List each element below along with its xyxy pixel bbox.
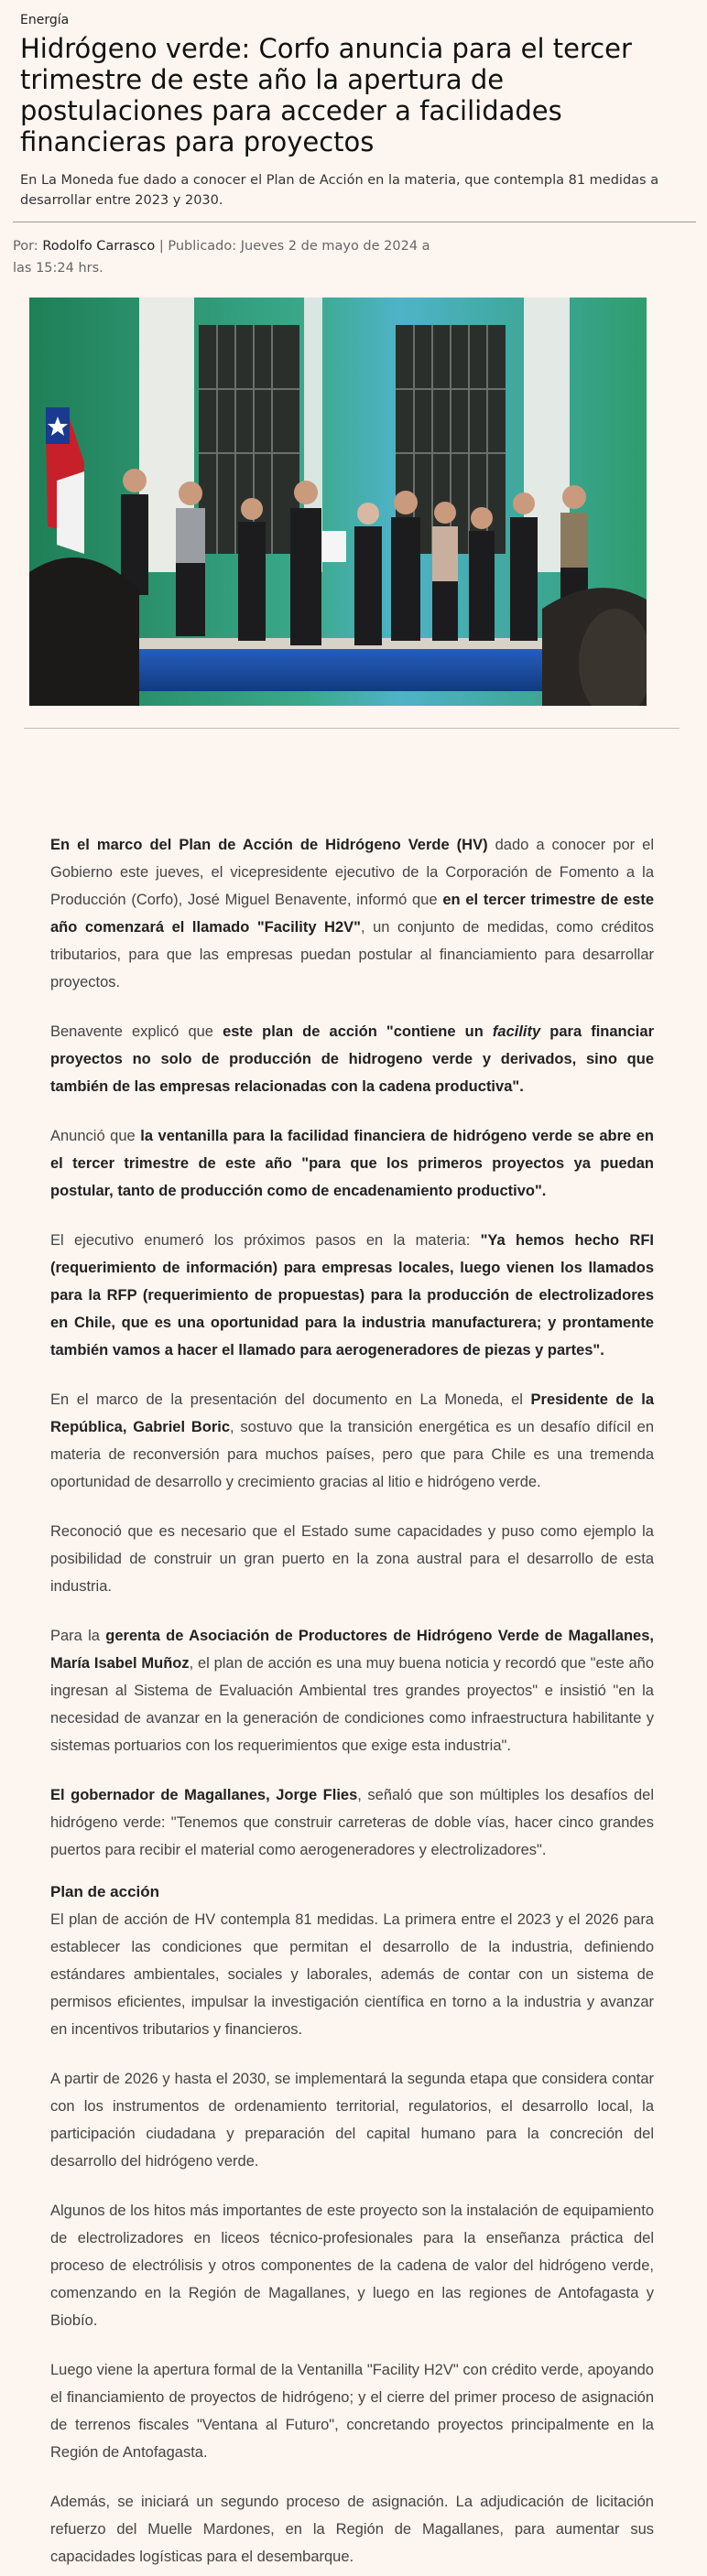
paragraph-6: Reconoció que es necesario que el Estado sume capacidades y puso como ejemplo la posibilidad de construir un gran puerto en la zona austral para el desarrollo de esta industria. bbox=[50, 1523, 654, 1595]
p3-bold: la ventanilla para la facilidad financiera de hidrógeno verde se abre en el tercer trimestre de este año "para que los primeros proyectos ya puedan postular, tanto de producción como de encadenamiento productivo". bbox=[50, 1128, 654, 1199]
p5-text-end: , sostuvo que la transición energética es un desafío difícil en materia de reconversión para muchos países, pero que para Chile es una tremenda oportunidad de desarrollo y crecimiento gracias al litio e hidrógeno verde. bbox=[50, 1419, 654, 1490]
p2-italic-facility: facility bbox=[492, 1023, 541, 1040]
byline-separator: | bbox=[158, 239, 164, 254]
paragraph-1 bbox=[50, 831, 654, 996]
p7-text-end: , el plan de acción es una muy buena noticia y recordó que "este año ingresan al Sistema de Evaluación Ambiental tres grandes proyectos" e insistió "en la necesidad de avanzar en la generación de condiciones como infraestructura habilitante y sistemas portuarios con los requerimientos que exige esta industria". bbox=[50, 1655, 654, 1754]
p1-bold-intro: En el marco del Plan de Acción de Hidrógeno Verde (HV) bbox=[50, 837, 488, 853]
p3-text: Anunció que bbox=[50, 1128, 141, 1144]
byline-author[interactable]: Rodolfo Carrasco bbox=[42, 239, 156, 254]
p4-text: El ejecutivo enumeró los próximos pasos en la materia: bbox=[50, 1232, 481, 1249]
p1-bold-facility: en el tercer trimestre de este año comenzará el llamado "Facility H2V" bbox=[50, 892, 654, 936]
p7-text: Para la bbox=[50, 1628, 106, 1644]
p1-text-end: , un conjunto de medidas, como créditos tributarios, para que las empresas puedan postular al financiamiento para desarrollar proyectos. bbox=[50, 919, 654, 990]
byline-published-date: Publicado: Jueves 2 de mayo de 2024 a las 15:24 hrs. bbox=[13, 239, 430, 276]
paragraph-4 bbox=[50, 1227, 654, 1364]
article-title: Hidrógeno verde: Corfo anuncia para el tercer trimestre de este año la apertura de postulaciones para acceder a facilidades financieras para proyectos bbox=[20, 33, 632, 157]
p2-bold: este plan de acción "contiene un bbox=[223, 1023, 493, 1040]
p7-bold-gerenta: gerenta de Asociación de Productores de Hidrógeno Verde de Magallanes, María Isabel Muñoz bbox=[50, 1628, 654, 1672]
paragraph-7 bbox=[50, 1622, 654, 1759]
paragraph-9: El plan de acción de HV contempla 81 medidas. La primera entre el 2023 y el 2026 para establecer las condiciones que permitan el desarrollo de la industria, definiendo estándares ambientales, sociales y laborales, además de contar con un sistema de permisos eficientes, impulsar la investigación científica en torno a la industria y avanzar en incentivos tributarios y financieros. bbox=[50, 1911, 654, 2038]
photo-illustration bbox=[29, 298, 647, 706]
paragraph-13: Además, se iniciará un segundo proceso de asignación. La adjudicación de licitación refuerzo del Muelle Mardones, en la Región de Magallanes, para aumentar sus capacidades logísticas para el desembarque. bbox=[50, 2494, 654, 2565]
article-body bbox=[0, 729, 707, 2571]
paragraph-5 bbox=[50, 1386, 654, 1496]
p8-bold-gobernador: El gobernador de Magallanes, Jorge Flies bbox=[50, 1787, 358, 1803]
p2-bold-end: para financiar proyectos no solo de producción de hidrogeno verde y derivados, sino que también de las empresas relacionadas con la cadena productiva". bbox=[50, 1023, 654, 1095]
article-header bbox=[0, 0, 707, 211]
paragraph-8 bbox=[50, 1781, 654, 1864]
p5-text: En el marco de la presentación del documento en La Moneda, el bbox=[50, 1391, 531, 1408]
paragraph-3 bbox=[50, 1122, 654, 1205]
article-photo bbox=[29, 298, 647, 706]
paragraph-2 bbox=[50, 1018, 654, 1100]
p4-bold-quote: "Ya hemos hecho RFI (requerimiento de información) para empresas locales, luego vienen los llamados para la RFP (requerimiento de propuestas) para la producción de electrolizadores en Chile, que es una oportunidad para la industria manufacturera; y prontamente también vamos a hacer el llamado para aerogeneradores de piezas y partes". bbox=[50, 1232, 654, 1358]
section-label[interactable]: Energía bbox=[20, 13, 70, 27]
paragraph-10: A partir de 2026 y hasta el 2030, se implementará la segunda etapa que considera contar con los instrumentos de ordenamiento territorial, regulatorios, el desarrollo local, la participación ciudadana y preparación del capital humano para la concreción del desarrollo del hidrógeno verde. bbox=[50, 2071, 654, 2170]
p5-bold-president: Presidente de la República, Gabriel Boric bbox=[50, 1391, 654, 1435]
subtitle-plan-de-accion: Plan de acción bbox=[50, 1883, 160, 1900]
p8-text: , señaló que son múltiples los desafíos del hidrógeno verde: "Tenemos que construir carreteras de doble vías, hacer cinco grandes puertos para recibir el material como aerogeneradores y electrolizadores". bbox=[50, 1787, 654, 1858]
paragraph-11: Algunos de los hitos más importantes de este proyecto son la instalación de equipamiento de electrolizadores en liceos técnico-profesionales para la enseñanza práctica del proceso de electrólisis y otros componentes de la cadena de valor del hidrógeno verde, comenzando en la Región de Magallanes, y luego en las regiones de Antofagasta y Biobío. bbox=[50, 2203, 654, 2329]
byline-por-label: Por: bbox=[13, 239, 38, 254]
paragraph-12: Luego viene la apertura formal de la Ventanilla "Facility H2V" con crédito verde, apoyando el financiamiento de proyectos de hidrógeno; y el cierre del primer proceso de asignación de terrenos fiscales "Ventana al Futuro", concretando proyectos principalmente en la Región de Antofagasta. bbox=[50, 2362, 654, 2461]
article-lead: En La Moneda fue dado a conocer el Plan de Acción en la materia, que contempla 81 medidas a desarrollar entre 2023 y 2030. bbox=[20, 173, 659, 208]
byline bbox=[0, 222, 434, 279]
p1-text: dado a conocer por el Gobierno este jueves, el vicepresidente ejecutivo de la Corporación de Fomento a la Producción (Corfo), José Miguel Benavente, informó que bbox=[50, 837, 655, 908]
p2-text: Benavente explicó que bbox=[50, 1023, 223, 1040]
